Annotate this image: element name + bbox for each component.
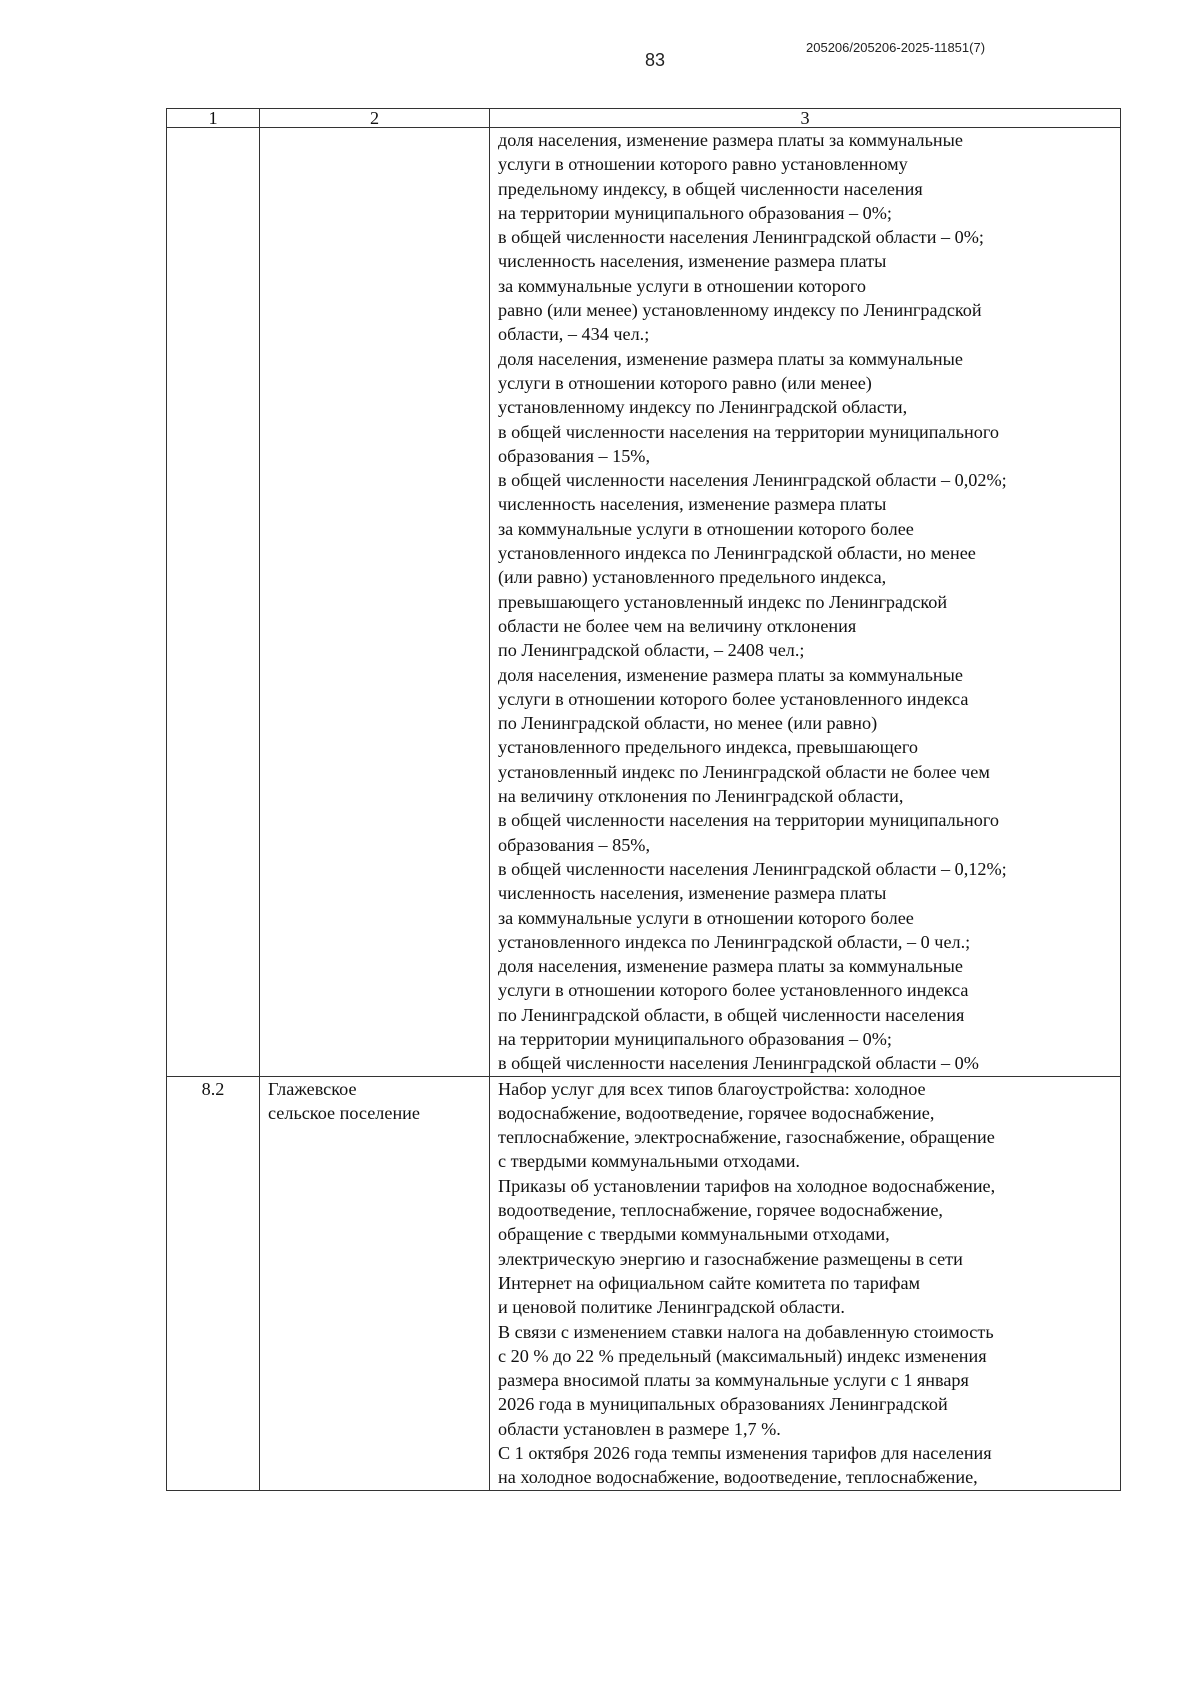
- description-line: за коммунальные услуги в отношении которого более: [498, 518, 914, 539]
- description-line: численность населения, изменение размера платы: [498, 251, 887, 272]
- description-line: на территории муниципального образования – 0%;: [498, 202, 892, 223]
- description-line: установленного предельного индекса, превышающего: [498, 737, 918, 758]
- column-header-2: 2: [260, 109, 490, 128]
- description-line: на холодное водоснабжение, водоотведение, теплоснабжение,: [498, 1467, 978, 1488]
- description-line: на величину отклонения по Ленинградской области,: [498, 786, 904, 807]
- description-line: превышающего установленный индекс по Ленинградской: [498, 591, 948, 612]
- description-line: (или равно) установленного предельного индекса,: [498, 567, 887, 588]
- description-line: В связи с изменением ставки налога на добавленную стоимость: [498, 1321, 994, 1342]
- description-line: за коммунальные услуги в отношении которого: [498, 275, 867, 296]
- description-line: и ценовой политике Ленинградской области.: [498, 1297, 845, 1318]
- description-line: 2026 года в муниципальных образованиях Ленинградской: [498, 1394, 948, 1415]
- description-line: доля населения, изменение размера платы за коммунальные: [498, 348, 963, 369]
- description-line: по Ленинградской области, – 2408 чел.;: [498, 640, 805, 661]
- description-line: установленного индекса по Ленинградской области, но менее: [498, 543, 976, 564]
- description-line: образования – 85%,: [498, 834, 651, 855]
- description-line: в общей численности населения Ленинградской области – 0,02%;: [498, 470, 1007, 491]
- column-header-3: 3: [490, 109, 1121, 128]
- description-line: образования – 15%,: [498, 445, 651, 466]
- row-number-cell: [167, 128, 260, 1077]
- description-line: в общей численности населения на территории муниципального: [498, 810, 999, 831]
- description-line: теплоснабжение, электроснабжение, газоснабжение, обращение: [498, 1127, 995, 1148]
- municipality-name-line: Глажевское: [268, 1078, 357, 1099]
- description-line: размера вносимой платы за коммунальные услуги с 1 января: [498, 1370, 969, 1391]
- table-header-row: [167, 109, 1121, 128]
- row-number-cell: 8.2: [167, 1076, 260, 1490]
- description-cell: [490, 128, 1121, 1077]
- document-table: [166, 108, 1121, 1491]
- description-line: установленному индексу по Ленинградской области,: [498, 397, 908, 418]
- description-line: в общей численности населения Ленинградской области – 0,12%;: [498, 858, 1007, 879]
- description-line: численность населения, изменение размера платы: [498, 883, 887, 904]
- description-line: в общей численности населения Ленинградской области – 0%: [498, 1053, 979, 1074]
- description-line: предельному индексу, в общей численности населения: [498, 178, 923, 199]
- description-line: в общей численности населения Ленинградской области – 0%;: [498, 227, 984, 248]
- description-line: равно (или менее) установленному индексу по Ленинградской: [498, 300, 982, 321]
- table-row: [167, 128, 1121, 1077]
- description-line: С 1 октября 2026 года темпы изменения тарифов для населения: [498, 1443, 992, 1464]
- description-line: услуги в отношении которого равно (или менее): [498, 372, 872, 393]
- document-id: 205206/205206-2025-11851(7): [806, 40, 986, 55]
- description-cell: [490, 1076, 1121, 1490]
- description-line: услуги в отношении которого равно установленному: [498, 154, 908, 175]
- description-line: по Ленинградской области, но менее (или равно): [498, 713, 878, 734]
- description-line: водоснабжение, водоотведение, горячее водоснабжение,: [498, 1102, 935, 1123]
- description-line: Интернет на официальном сайте комитета по тарифам: [498, 1272, 921, 1293]
- description-line: водоотведение, теплоснабжение, горячее водоснабжение,: [498, 1200, 943, 1221]
- description-line: Набор услуг для всех типов благоустройства: холодное: [498, 1078, 926, 1099]
- description-line: установленного индекса по Ленинградской области, – 0 чел.;: [498, 931, 971, 952]
- description-line: установленный индекс по Ленинградской области не более чем: [498, 761, 990, 782]
- page-number: 83: [644, 50, 666, 70]
- municipality-name-cell: [260, 128, 490, 1077]
- municipality-name-cell: [260, 1076, 490, 1490]
- description-line: Приказы об установлении тарифов на холодное водоснабжение,: [498, 1175, 996, 1196]
- municipality-name-line: сельское поселение: [268, 1102, 420, 1123]
- description-line: области установлен в размере 1,7 %.: [498, 1418, 781, 1439]
- description-line: доля населения, изменение размера платы за коммунальные: [498, 956, 963, 977]
- description-line: области, – 434 чел.;: [498, 324, 650, 345]
- description-line: с 20 % до 22 % предельный (максимальный) индекс изменения: [498, 1345, 987, 1366]
- description-line: за коммунальные услуги в отношении которого более: [498, 907, 914, 928]
- description-line: по Ленинградской области, в общей численности населения: [498, 1004, 965, 1025]
- description-line: доля населения, изменение размера платы за коммунальные: [498, 664, 963, 685]
- description-line: электрическую энергию и газоснабжение размещены в сети: [498, 1248, 963, 1269]
- description-line: доля населения, изменение размера платы за коммунальные: [498, 130, 963, 150]
- description-line: с твердыми коммунальными отходами.: [498, 1151, 800, 1172]
- description-line: области не более чем на величину отклонения: [498, 615, 857, 636]
- description-line: в общей численности населения на территории муниципального: [498, 421, 999, 442]
- description-line: численность населения, изменение размера платы: [498, 494, 887, 515]
- description-line: услуги в отношении которого более установленного индекса: [498, 980, 969, 1001]
- description-line: обращение с твердыми коммунальными отходами,: [498, 1224, 890, 1245]
- column-header-1: 1: [167, 109, 260, 128]
- table-row: [167, 1076, 1121, 1490]
- description-line: на территории муниципального образования – 0%;: [498, 1028, 892, 1049]
- description-line: услуги в отношении которого более установленного индекса: [498, 688, 969, 709]
